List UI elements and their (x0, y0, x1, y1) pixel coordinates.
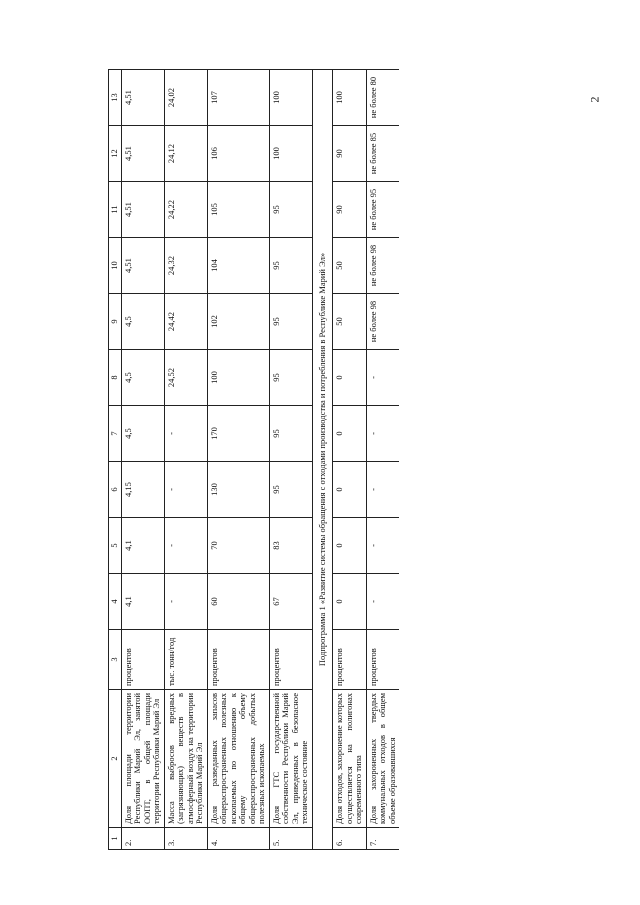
unit-cell: процентов (269, 630, 312, 690)
indicator-name: Масса выбросов вредных (загрязняющих) веществ в атмосферный воздух на территории Республики Марий Эл (164, 690, 207, 828)
value-cell: - (366, 574, 399, 630)
value-cell: 4,51 (121, 126, 164, 182)
value-cell: 24,32 (164, 238, 207, 294)
value-cell: 4,51 (121, 182, 164, 238)
value-cell: не более 95 (366, 182, 399, 238)
value-cell: 4,51 (121, 70, 164, 126)
value-cell: 95 (269, 182, 312, 238)
value-cell: 0 (333, 406, 367, 462)
value-cell: - (164, 406, 207, 462)
value-cell: 95 (269, 350, 312, 406)
value-cell: 130 (207, 462, 269, 518)
section-row (312, 70, 333, 850)
value-cell: 4,1 (121, 574, 164, 630)
value-cell: 4,51 (121, 238, 164, 294)
value-cell: 100 (207, 350, 269, 406)
value-cell: - (366, 518, 399, 574)
header-row (109, 70, 122, 850)
header-cell: 8 (109, 350, 122, 406)
value-cell: не более 85 (366, 126, 399, 182)
value-cell: 4,5 (121, 294, 164, 350)
header-cell: 10 (109, 238, 122, 294)
section-title: Подпрограмма 1 «Развитие системы обращения с отходами производства и потребления в Республике Марий Эл» (312, 70, 333, 850)
value-cell: 60 (207, 574, 269, 630)
row-number: 4. (207, 828, 269, 850)
indicator-name: Доля ГТС государственной собственности Республики Марий Эл, приведенных в безопасное техническое состояние (269, 690, 312, 828)
value-cell: 104 (207, 238, 269, 294)
table-row (207, 70, 269, 850)
value-cell: 100 (333, 70, 367, 126)
row-number: 6. (333, 828, 367, 850)
value-cell: - (164, 574, 207, 630)
header-cell: 6 (109, 462, 122, 518)
header-cell: 2 (109, 690, 122, 828)
row-number: 7. (366, 828, 399, 850)
unit-cell: процентов (207, 630, 269, 690)
value-cell: - (366, 406, 399, 462)
value-cell: 100 (269, 70, 312, 126)
value-cell: 95 (269, 294, 312, 350)
page-number: 2 (587, 96, 602, 103)
value-cell: 95 (269, 238, 312, 294)
value-cell: 0 (333, 518, 367, 574)
row-number: 5. (269, 828, 312, 850)
value-cell: 4,1 (121, 518, 164, 574)
indicator-name: Доля площади территории Республики Марий Эл, занятой ООПТ, в общей площади территории Республики Марий Эл (121, 690, 164, 828)
table-row (164, 70, 207, 850)
value-cell: 105 (207, 182, 269, 238)
header-cell: 5 (109, 518, 122, 574)
value-cell: 24,52 (164, 350, 207, 406)
row-number: 3. (164, 828, 207, 850)
value-cell: - (164, 518, 207, 574)
value-cell: 24,12 (164, 126, 207, 182)
value-cell: 24,42 (164, 294, 207, 350)
value-cell: - (366, 462, 399, 518)
table-body-subprogram (333, 70, 400, 850)
value-cell: 90 (333, 182, 367, 238)
header-cell: 1 (109, 828, 122, 850)
table-row (121, 70, 164, 850)
value-cell: 4,15 (121, 462, 164, 518)
value-cell: 106 (207, 126, 269, 182)
value-cell: 0 (333, 462, 367, 518)
value-cell: 83 (269, 518, 312, 574)
table-row (366, 70, 399, 850)
header-cell: 4 (109, 574, 122, 630)
value-cell: 107 (207, 70, 269, 126)
table-body-main (121, 70, 312, 850)
value-cell: 70 (207, 518, 269, 574)
indicator-name: Доля разведанных запасов общераспространенных полезных ископаемых по отношению к общему объему общераспространенных добытых полезных ископаемых (207, 690, 269, 828)
value-cell: не более 80 (366, 70, 399, 126)
value-cell: 95 (269, 406, 312, 462)
value-cell: 102 (207, 294, 269, 350)
header-cell: 13 (109, 70, 122, 126)
value-cell: - (164, 462, 207, 518)
unit-cell: процентов (333, 630, 367, 690)
header-cell: 7 (109, 406, 122, 462)
value-cell: 50 (333, 238, 367, 294)
value-cell: 24,22 (164, 182, 207, 238)
value-cell: 50 (333, 294, 367, 350)
table-row (269, 70, 312, 850)
unit-cell: тыс. тонн/год (164, 630, 207, 690)
indicators-table (108, 69, 399, 850)
value-cell: 0 (333, 350, 367, 406)
indicator-name: Доля отходов, захоронение которых осуществляется на полигонах современного типа (333, 690, 367, 828)
value-cell: не более 98 (366, 238, 399, 294)
value-cell: 95 (269, 462, 312, 518)
value-cell: 90 (333, 126, 367, 182)
value-cell: не более 98 (366, 294, 399, 350)
value-cell: 24,02 (164, 70, 207, 126)
indicator-name: Доля захороненных твердых коммунальных отходов в общем объеме образовавшихся (366, 690, 399, 828)
header-cell: 11 (109, 182, 122, 238)
row-number: 2. (121, 828, 164, 850)
value-cell: - (366, 350, 399, 406)
value-cell: 67 (269, 574, 312, 630)
unit-cell: процентов (366, 630, 399, 690)
header-cell: 9 (109, 294, 122, 350)
rotated-table-container (108, 70, 532, 850)
value-cell: 4,5 (121, 350, 164, 406)
table-row (333, 70, 367, 850)
unit-cell: процентов (121, 630, 164, 690)
value-cell: 4,5 (121, 406, 164, 462)
value-cell: 100 (269, 126, 312, 182)
header-cell: 12 (109, 126, 122, 182)
value-cell: 0 (333, 574, 367, 630)
header-cell: 3 (109, 630, 122, 690)
value-cell: 170 (207, 406, 269, 462)
